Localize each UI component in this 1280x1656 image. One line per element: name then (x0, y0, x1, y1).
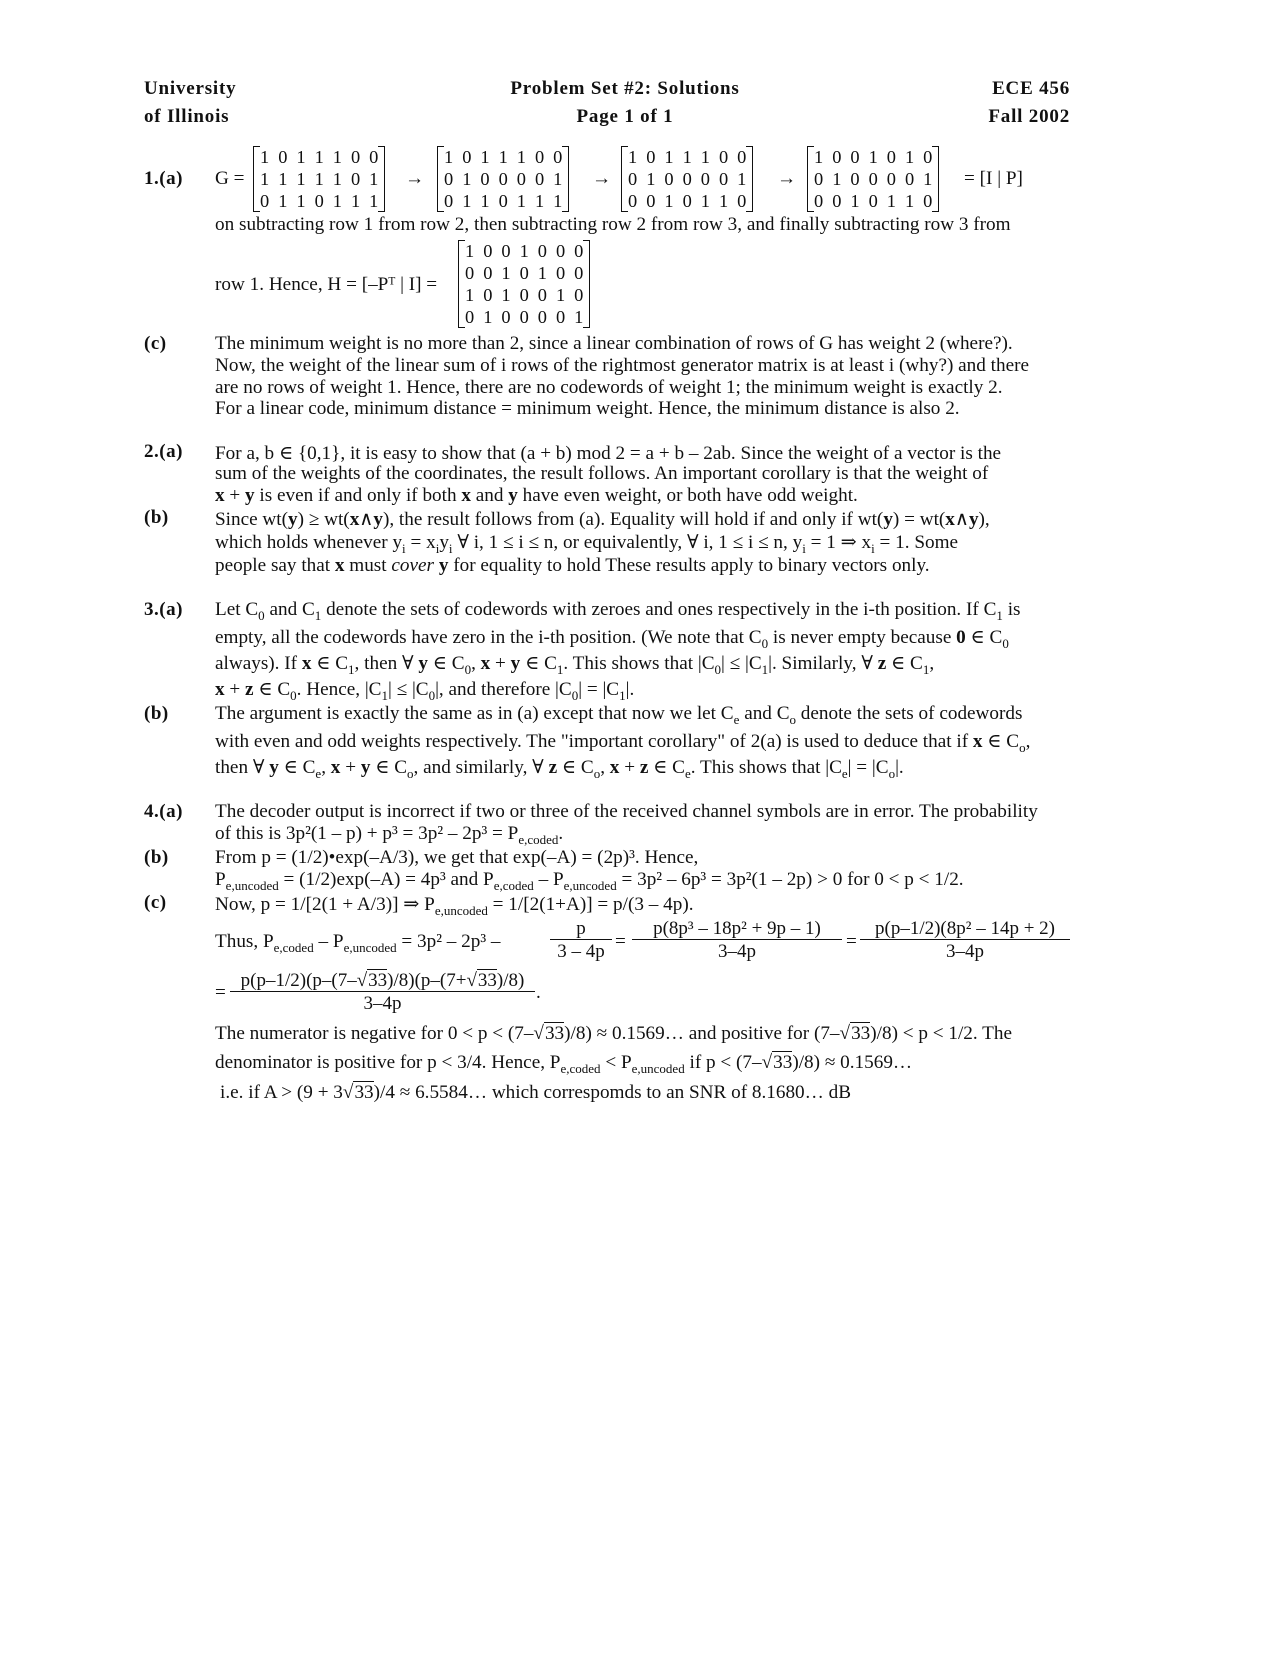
arrow-icon: → (777, 168, 797, 189)
fraction: $\frac{\text{p(8p³ – 18p² + 9p – 1)}}{3-4p}$ (632, 918, 842, 963)
paragraph-line: The argument is exactly the same as in (a) except that now we let $C_e$ and $C_o$ denote the sets of codewords (215, 703, 1023, 727)
problem-1c-label: (c) (144, 333, 167, 354)
matrix-h (458, 240, 590, 328)
problem-2b-label: (b) (144, 507, 169, 528)
matrix-step-1 (437, 146, 569, 212)
matrix-row: 0 0 1 0 1 1 0 (814, 191, 935, 211)
generator-label: G = (215, 168, 245, 189)
paragraph-line: are no rows of weight 1. Hence, there are no codewords of weight 1; the minimum weight is exactly 2. (215, 377, 1003, 398)
equals-sign: = (846, 931, 857, 952)
matrix-row: 0 1 1 0 1 1 1 (444, 191, 565, 211)
header-term: Fall 2002 (988, 106, 1070, 127)
matrix-row: 0 0 1 0 1 1 0 (628, 191, 749, 211)
identity-parity-form: = [I | P] (964, 168, 1023, 189)
paragraph-line: x + y is even if and only if both x and y have even weight, or both have odd weight. (215, 485, 858, 506)
arrow-icon: → (405, 168, 425, 189)
problem-1a-label: 1.(a) (144, 168, 183, 189)
problem-2a-label: 2.(a) (144, 441, 183, 462)
matrix-row: 0 1 1 0 1 1 1 (260, 191, 381, 211)
equals-sign: = (215, 982, 226, 1003)
matrix-row: 1 1 1 1 1 0 1 (260, 169, 381, 189)
matrix-step-2 (621, 146, 753, 212)
matrix-row: 0 1 0 0 0 0 1 (444, 169, 565, 189)
fraction: $\frac{\text{p(p–1/2)(8p² – 14p + 2)}}{3-4p}$ (860, 918, 1070, 963)
matrix-row: 1 0 1 1 1 0 0 (628, 147, 749, 167)
problem-4a-label: 4.(a) (144, 801, 183, 822)
text-span: people say that (215, 555, 331, 576)
equation-line: Thus, $P_{e,coded} - P_{e,uncoded} = 3p^2 - 2p^3$ – (215, 931, 501, 955)
paragraph-line: empty, all the codewords have zero in the i-th position. (We note that $C_0$ is never empty because 0 ∈ $C_0$ (215, 627, 1009, 651)
matrix-row: 0 0 1 0 1 0 0 (465, 263, 586, 283)
matrix-g (253, 146, 385, 212)
header-title: Problem Set #2: Solutions (510, 78, 740, 99)
paragraph-line: Since wt(y) ≥ wt(x∧y), the result follows from (a). Equality will hold if and only if wt(y) = wt(x∧y), (215, 509, 990, 530)
matrix-systematic (807, 146, 939, 212)
matrix-row: 0 1 0 0 0 0 1 (465, 307, 586, 327)
fraction: $\frac{p(p-1/2)(p-(7-√33)/8)(p-(7+√33)/8)}{3-4p}$ (230, 970, 535, 1015)
matrix-row: 0 1 0 0 0 0 1 (814, 169, 935, 189)
paragraph-line: x + z ∈ $C_0$. Hence, $|C_1| \le |C_0|$, and therefore $|C_0| = |C_1|$. (215, 679, 635, 703)
matrix-row: 1 0 0 1 0 1 0 (814, 147, 935, 167)
paragraph-line: Now, the weight of the linear sum of i rows of the rightmost generator matrix is at least i (why?) and there (215, 355, 1029, 376)
matrix-row: 1 0 1 1 1 0 0 (444, 147, 565, 167)
problem-4c-label: (c) (144, 892, 167, 913)
paragraph-line: always). If x ∈ $C_1$, then ∀ y ∈ $C_0$, x + y ∈ $C_1$. This shows that $|C_0| \le |C_1|$. Similarly, ∀ z ∈ $C_1$, (215, 653, 935, 677)
problem-4b-label: (b) (144, 847, 169, 868)
problem-3b-label: (b) (144, 703, 169, 724)
row-operations-text: on subtracting row 1 from row 2, then subtracting row 2 from row 3, and finally subtracting row 3 from (215, 214, 1011, 235)
paragraph-line: $P_{e,uncoded} = (1/2)\exp(-A) = 4p^3$ and $P_{e,coded} - P_{e,uncoded} = 3p^2 - 6p^3 = 3p^2(1 - 2p) > 0$ for 0 < p < 1/2. (215, 869, 964, 893)
arrow-icon: → (592, 168, 612, 189)
equals-sign: = (615, 931, 626, 952)
paragraph-line: then ∀ y ∈ $C_e$, x + y ∈ $C_o$, and similarly, ∀ z ∈ $C_o$, x + z ∈ $C_e$. This shows that $|C_e| = |C_o|$. (215, 757, 904, 781)
paragraph-line: with even and odd weights respectively. The "important corollary" of 2(a) is used to deduce that if x ∈ $C_o$, (215, 731, 1031, 755)
paragraph-line: From p = (1/2)•exp(–A/3), we get that exp(–A) = (2p)³. Hence, (215, 847, 699, 868)
paragraph-line: people say that x must cover y for equality to hold These results apply to binary vectors only. (215, 555, 930, 576)
paragraph-line: of this is $3p^2(1 - p) + p^3 = 3p^2 - 2p^3 = P_{e,coded}$. (215, 823, 564, 847)
paragraph-line: The minimum weight is no more than 2, since a linear combination of rows of G has weight 2 (where?). (215, 333, 1013, 354)
header-page-number: Page 1 of 1 (576, 106, 674, 127)
problem-3a-label: 3.(a) (144, 599, 183, 620)
paragraph-line: denominator is positive for p < 3/4. Hence, $P_{e,coded} < P_{e,uncoded}$ if p < (7–√33)/8) ≈ 0.1569… (215, 1052, 913, 1076)
parity-check-label: row 1. Hence, H = [–Pᵀ | I] = (215, 274, 438, 295)
period: . (536, 982, 541, 1003)
paragraph-line: sum of the weights of the coordinates, the result follows. An important corollary is that the weight of (215, 463, 989, 484)
paragraph-line: i.e. if A > (9 + 3√33)/4 ≈ 6.5584… which correspomds to an SNR of 8.1680… dB (220, 1082, 852, 1103)
paragraph-line: For a linear code, minimum distance = minimum weight. Hence, the minimum distance is also 2. (215, 398, 960, 419)
fraction: $\frac{p}{3 - 4p}$ (550, 918, 612, 963)
paragraph-line: The numerator is negative for 0 < p < (7–√33)/8) ≈ 0.1569… and positive for (7–√33)/8) < p < 1/2. The (215, 1023, 1012, 1044)
paragraph-line: The decoder output is incorrect if two or three of the received channel symbols are in error. The probability (215, 801, 1038, 822)
paragraph-line: Let $C_0$ and $C_1$ denote the sets of codewords with zeroes and ones respectively in the i-th position. If $C_1$ is (215, 599, 1021, 623)
paragraph-line: For a, b ∈ {0,1}, it is easy to show that (a + b) mod 2 = a + b – 2ab. Since the weight of a vector is the (215, 443, 1002, 464)
header-institution-line2: of Illinois (144, 106, 230, 127)
header-course: ECE 456 (992, 78, 1070, 99)
matrix-row: 1 0 1 0 0 1 0 (465, 285, 586, 305)
header-institution-line1: University (144, 78, 237, 99)
paragraph-line: Now, p = 1/[2(1 + A/3)] ⇒ $P_{e,uncoded} = 1/[2(1+A)] = p/(3 - 4p)$. (215, 894, 694, 918)
matrix-row: 1 0 1 1 1 0 0 (260, 147, 381, 167)
paragraph-line: which holds whenever $y_i = x_iy_i$ ∀ i, 1 ≤ i ≤ n, or equivalently, ∀ i, 1 ≤ i ≤ n, $y_i = 1$ ⇒ $x_i = 1$. Some (215, 532, 959, 556)
matrix-row: 1 0 0 1 0 0 0 (465, 241, 586, 261)
matrix-row: 0 1 0 0 0 0 1 (628, 169, 749, 189)
